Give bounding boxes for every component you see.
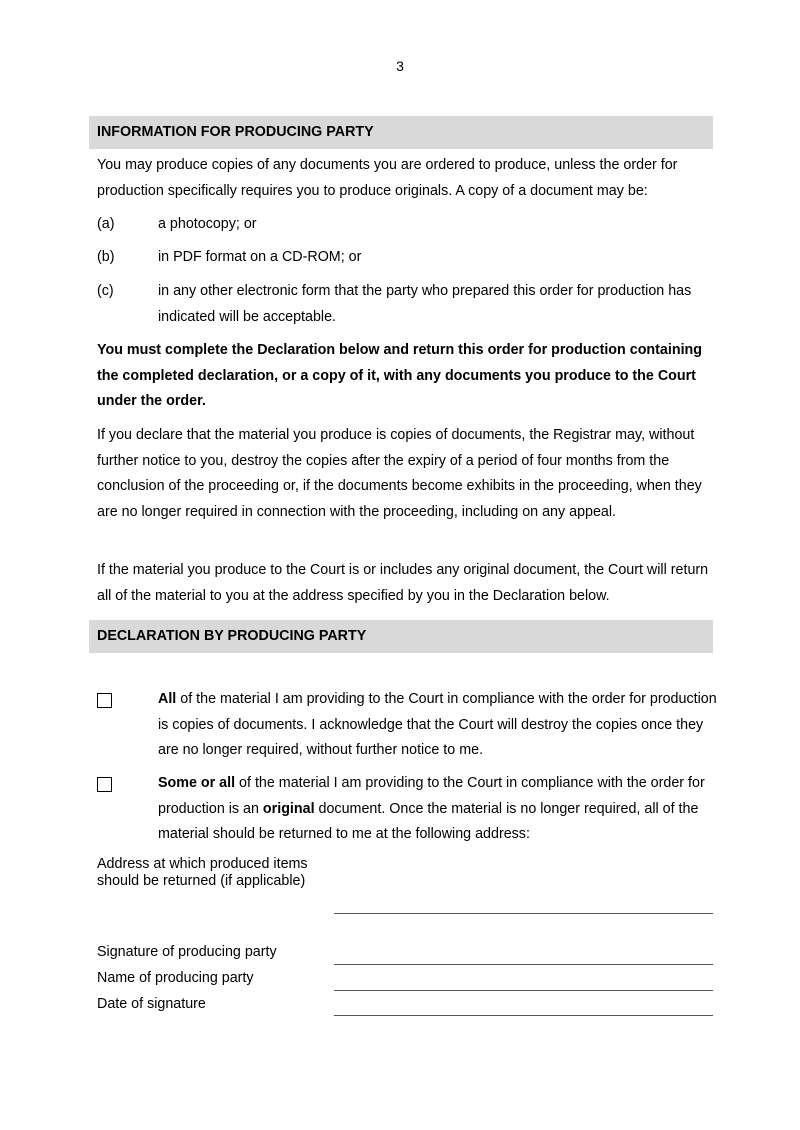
some-original-checkbox[interactable] (97, 777, 112, 792)
list-item-label: (a) (97, 216, 115, 232)
address-label (97, 856, 308, 890)
option-some-mid: of the material I am providing to the Court in compliance with the order for production is an (158, 775, 705, 817)
option-all-rest: of the material I am providing to the Court in compliance with the order for production is copies of documents. I acknowledge that the Court will destroy the copies once they are no longer required, without further notice to me. (158, 691, 717, 758)
option-all-lead: All (158, 691, 177, 707)
address-input-line[interactable] (334, 913, 713, 914)
list-item-text: in PDF format on a CD-ROM; or (158, 249, 362, 265)
option-some-lead: Some or all (158, 775, 236, 791)
para-original: If the material you produce to the Court is or includes any original document, the Court will return all of the material to you at the address specified by you in the Declaration below. (97, 562, 709, 604)
date-input-line[interactable] (334, 1015, 713, 1016)
name-label: Name of producing party (97, 970, 254, 986)
option-all-text (158, 687, 718, 764)
option-some-tail: document. Once the material is no longer required, all of the material should be returned to me at the following address: (158, 800, 699, 842)
all-copies-checkbox[interactable] (97, 693, 112, 708)
list-item-label: (b) (97, 249, 115, 265)
list-item-text: in any other electronic form that the party who prepared this order for production has indicated will be acceptable. (158, 283, 692, 325)
info-intro: You may produce copies of any documents you are ordered to produce, unless the order for production specifically requires you to produce originals. A copy of a document may be: (97, 157, 678, 199)
address-label-line1: Address at which produced items (97, 856, 308, 872)
info-section-heading: INFORMATION FOR PRODUCING PARTY (89, 116, 713, 149)
list-item-text: a photocopy; or (158, 216, 257, 232)
bold-notice: You must complete the Declaration below and return this order for production containing the completed declaration, or a copy of it, with any documents you produce to the Court under the order. (97, 342, 703, 409)
date-label: Date of signature (97, 996, 206, 1012)
declaration-section-heading: DECLARATION BY PRODUCING PARTY (89, 620, 713, 653)
signature-input-line[interactable] (334, 964, 713, 965)
signature-label: Signature of producing party (97, 944, 277, 960)
list-item-label: (c) (97, 283, 114, 299)
name-input-line[interactable] (334, 990, 713, 991)
address-label-line2: should be returned (if applicable) (97, 873, 306, 889)
option-some-original: original (262, 800, 315, 817)
option-some-text (158, 771, 718, 848)
para-copies: If you declare that the material you produce is copies of documents, the Registrar may, without further notice to you, destroy the copies after the expiry of a period of four months from the conclusion of the proceeding or, if the documents become exhibits in the proceeding, when they are no longer required in connection with the proceeding, including on any appeal. (97, 427, 702, 520)
page-number: 3 (396, 58, 404, 74)
